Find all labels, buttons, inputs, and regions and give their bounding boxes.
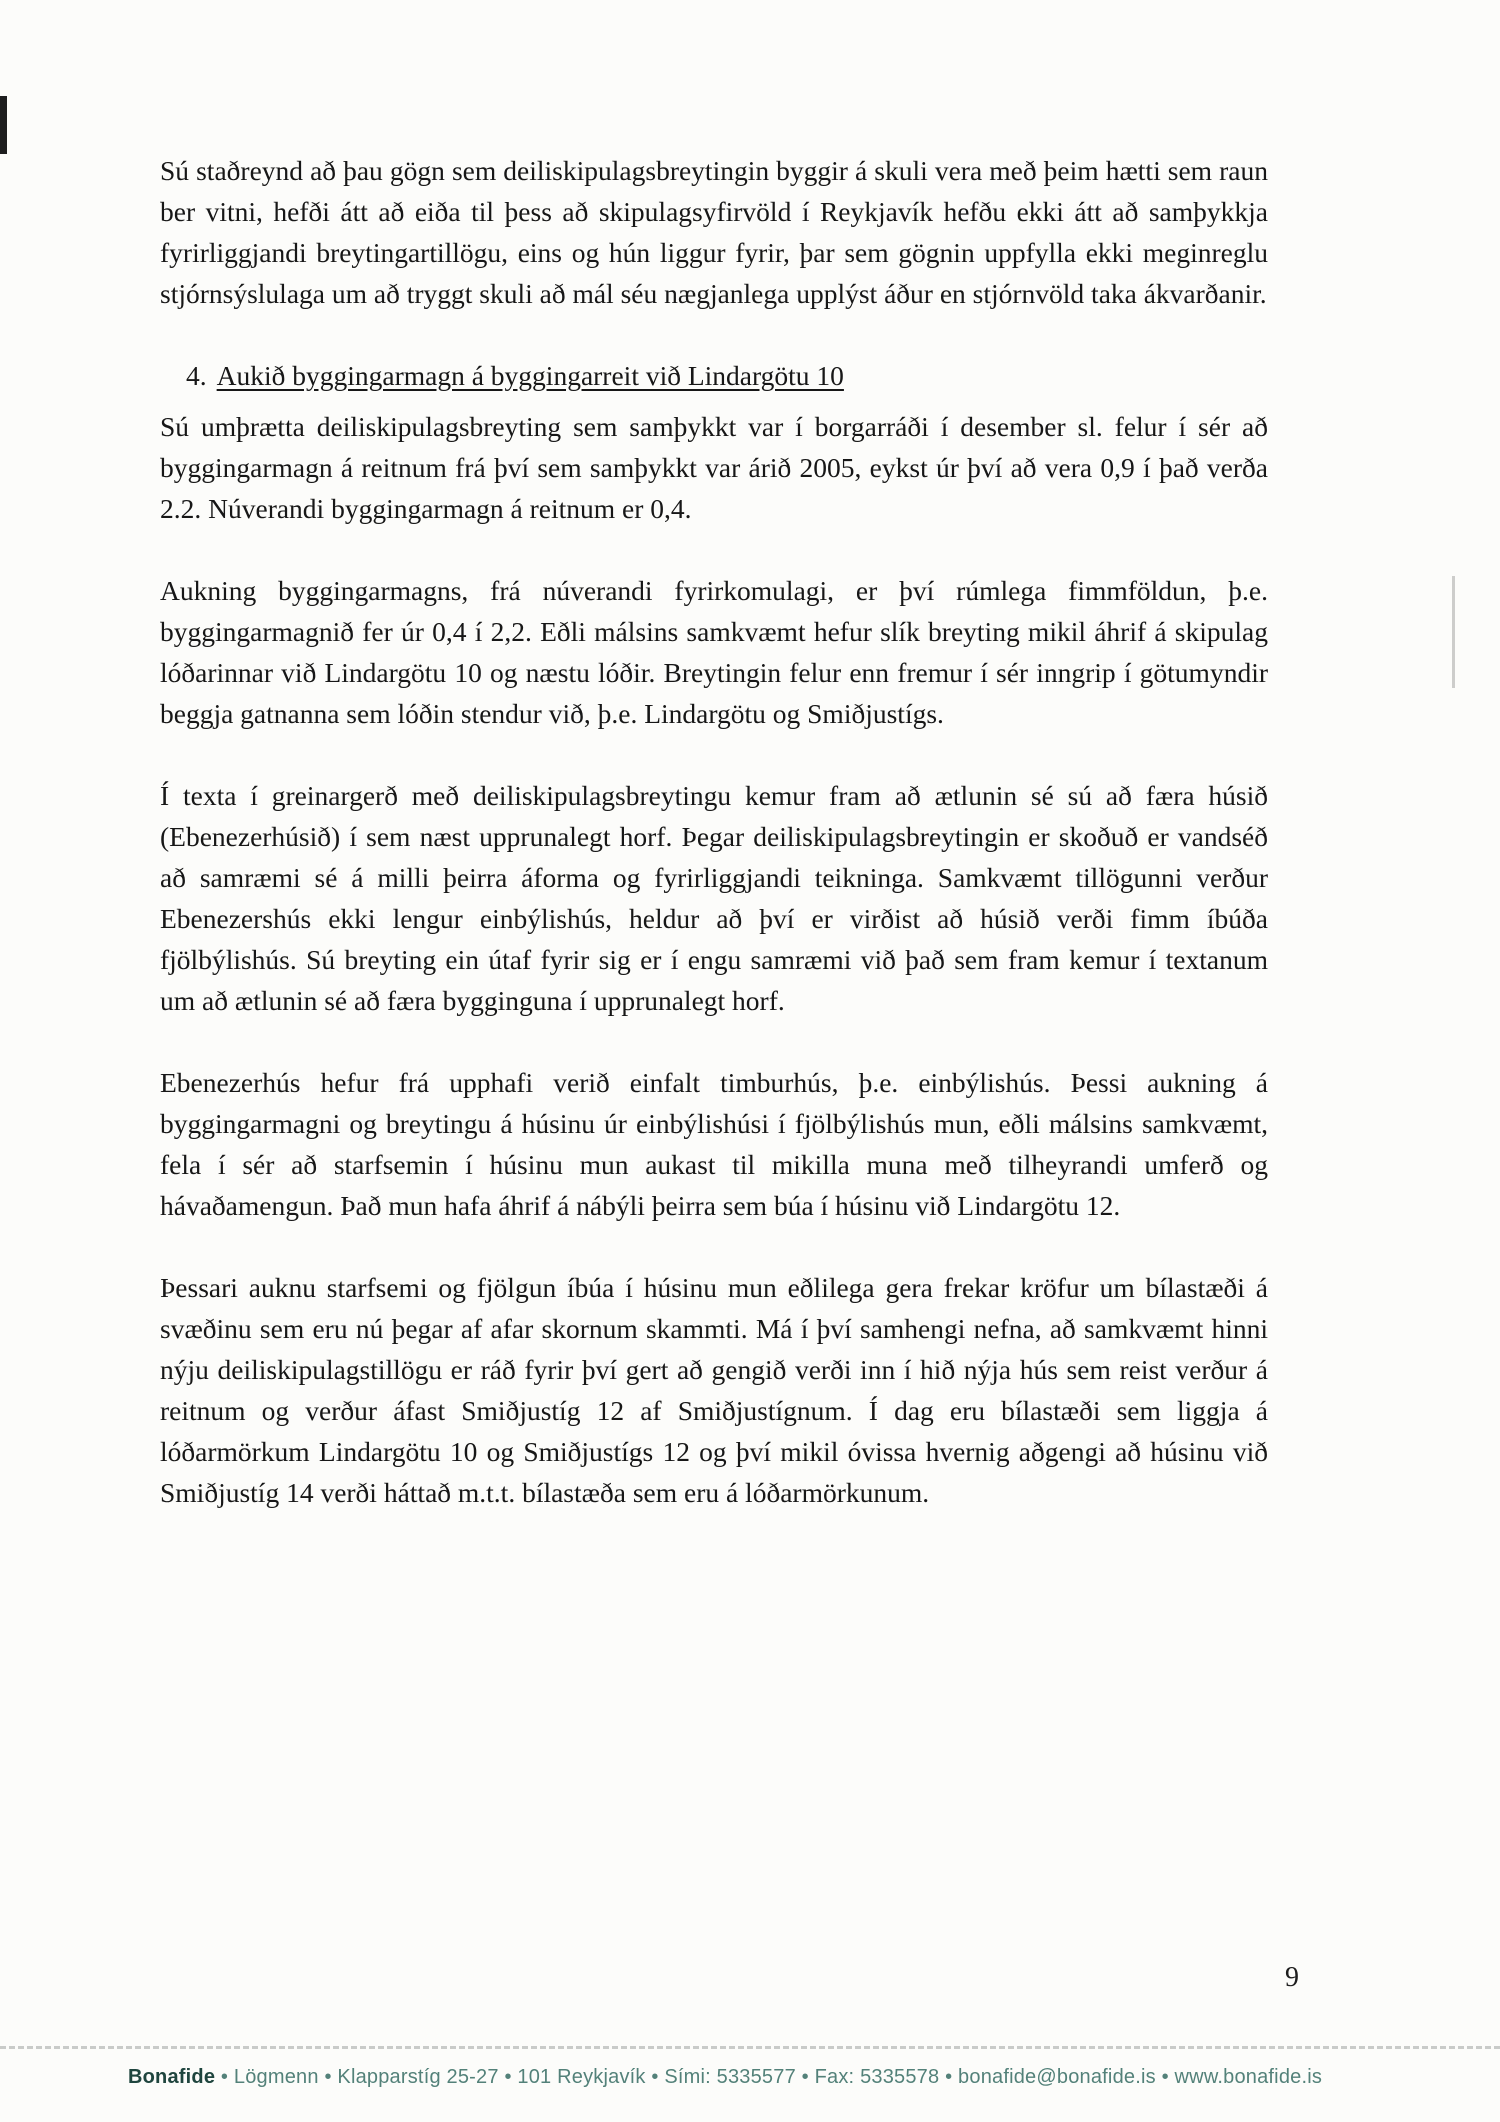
footer-brand: Bonafide: [128, 2066, 216, 2088]
section-heading: [186, 355, 1268, 396]
paragraph-ebenezer-house-plan: Í texta í greinargerð með deiliskipulagsbreytingu kemur fram að ætlunin sé sú að færa húsið (Ebenezerhúsið) í sem næst upprunalegt horf. Þegar deiliskipulagsbreytingin er skoðuð er vandséð að samræmi sé á milli þeirra áforma og fyrirliggjandi teikninga. Samkvæmt tillögunni verður Ebenezershús ekki lengur einbýlishús, heldur að því er virðist að húsið verði fimm íbúða fjölbýlishús. Sú breyting ein útaf fyrir sig er í engu samræmi við það sem fram kemur í textanum um að ætlunin sé að færa bygginguna í upprunalegt horf.: [160, 780, 1268, 1016]
document-body: [160, 150, 1268, 1554]
footer-divider: [0, 2046, 1500, 2049]
scan-artifact-line: [1452, 576, 1455, 688]
section-title: Aukið byggingarmagn á byggingarreit við Lindargötu 10: [216, 360, 844, 391]
page-number: 9: [1285, 1962, 1299, 1993]
footer-contact-info: • Lögmenn • Klapparstíg 25-27 • 101 Reykjavík • Sími: 5335577 • Fax: 5335578 • bonafide@bonafide.is • www.bonafide.is: [215, 2066, 1323, 2088]
section-number: 4.: [186, 360, 207, 391]
paragraph-intro: Sú staðreynd að þau gögn sem deiliskipulagsbreytingin byggir á skuli vera með þeim hætti sem raun ber vitni, hefði átt að eiða til þess að skipulagsyfirvöld í Reykjavík hefðu ekki átt að samþykkja fyrirliggjandi breytingartillögu, eins og hún liggur fyrir, þar sem gögnin uppfylla ekki meginreglu stjórnsýslulaga um að tryggt skuli að mál séu nægjanlega upplýst áður en stjórnvöld taka ákvarðanir.: [160, 155, 1268, 309]
paragraph-parking: Þessari auknu starfsemi og fjölgun íbúa í húsinu mun eðlilega gera frekar kröfur um bílastæði á svæðinu sem eru nú þegar af afar skornum skammti. Má í því samhengi nefna, að samkvæmt hinni nýju deiliskipulagstillögu er ráð fyrir því gert að gengið verði inn í hið nýja hús sem reist verður á reitnum og verður áfast Smiðjustíg 12 af Smiðjustígnum. Í dag eru bílastæði sem liggja á lóðarmörkum Lindargötu 10 og Smiðjustígs 12 og því mikil óvissa hvernig aðgengi að húsinu við Smiðjustíg 14 verði háttað m.t.t. bílastæða sem eru á lóðarmörkunum.: [160, 1272, 1268, 1508]
paragraph-ebenezer-history: Ebenezerhús hefur frá upphafi verið einfalt timburhús, þ.e. einbýlishús. Þessi aukning á byggingarmagni og breytingu á húsinu úr einbýlishúsi í fjölbýlishús mun, eðli málsins samkvæmt, fela í sér að starfsemin í húsinu mun aukast til mikilla muna með tilheyrandi umferð og hávaðamengun. Það mun hafa áhrif á nábýli þeirra sem búa í húsinu við Lindargötu 12.: [160, 1067, 1268, 1221]
paragraph-increase-fivefold: Aukning byggingarmagns, frá núverandi fyrirkomulagi, er því rúmlega fimmföldun, þ.e. byggingarmagnið fer úr 0,4 í 2,2. Eðli málsins samkvæmt hefur slík breyting mikil áhrif á skipulag lóðarinnar við Lindargötu 10 og næstu lóðir. Breytingin felur enn fremur í sér inngrip í götumyndir beggja gatnanna sem lóðin stendur við, þ.e. Lindargötu og Smiðjustígs.: [160, 575, 1268, 729]
footer: [128, 2066, 1468, 2089]
scan-artifact-edge-mark: [0, 96, 7, 154]
paragraph-building-volume: Sú umþrætta deiliskipulagsbreyting sem samþykkt var í borgarráði í desember sl. felur í sér að byggingarmagn á reitnum frá því sem samþykkt var árið 2005, eykst úr því að vera 0,9 í það verða 2.2. Núverandi byggingarmagn á reitnum er 0,4.: [160, 411, 1268, 524]
